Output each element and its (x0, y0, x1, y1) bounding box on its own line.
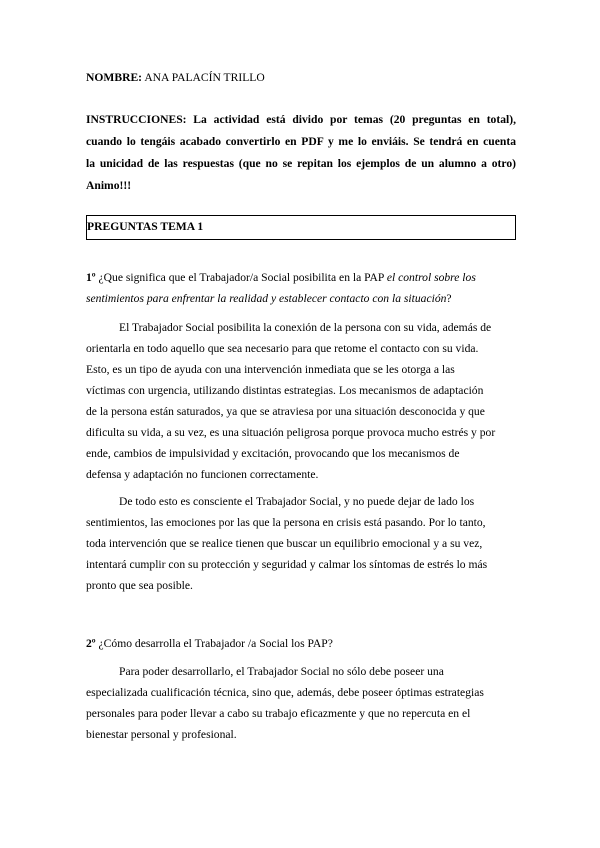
name-label: NOMBRE: (86, 71, 143, 84)
paragraph-line: Para poder desarrollarlo, el Trabajador Social no sólo debe poseer una (119, 665, 444, 678)
paragraph-line: defensa y adaptación no funcionen correctamente. (86, 468, 319, 481)
question-1-line-2 (86, 292, 452, 306)
paragraph-line: intentará cumplir con su protección y seguridad y calmar los síntomas de estrés lo más (86, 558, 488, 571)
paragraph-line: de la persona están saturados, ya que se atraviesa por una situación desconocida y que (86, 405, 485, 418)
instructions-line: cuando lo tengáis acabado convertirlo en PDF y me lo enviáis. Se tendrá en cuenta (86, 135, 516, 148)
question-2-text: ¿Cómo desarrolla el Trabajador /a Social los PAP? (98, 637, 333, 650)
question-2-number: 2º (86, 637, 96, 650)
question-1-italic-cont: sentimientos para enfrentar la realidad y establecer contacto con la situación (86, 292, 447, 305)
question-1-text: ¿Que significa que el Trabajador/a Social posibilita en la PAP (98, 271, 384, 284)
instructions-line: Animo!!! (86, 179, 132, 192)
question-1-line-1 (86, 271, 476, 285)
paragraph-line: De todo esto es consciente el Trabajador Social, y no puede dejar de lado los (119, 495, 475, 508)
paragraph-line: orientarla en todo aquello que sea necesario para que retome el contacto con su vida. (86, 342, 479, 355)
name-line (86, 71, 265, 85)
section-title: PREGUNTAS TEMA 1 (87, 220, 204, 233)
instructions-line: la unicidad de las respuestas (que no se repitan los ejemplos de un alumno a otro) (86, 157, 516, 170)
question-2-line (86, 637, 333, 651)
paragraph-line: ende, cambios de impulsividad y excitación, provocando que los mecanismos de (86, 447, 460, 460)
paragraph-line: bienestar personal y profesional. (86, 728, 237, 741)
question-1-number: 1º (86, 271, 96, 284)
paragraph-line: toda intervención que se realice tienen que buscar un equilibrio emocional y a su vez, (86, 537, 483, 550)
paragraph-line: Esto, es un tipo de ayuda con una intervención inmediata que se les otorga a las (86, 363, 455, 376)
paragraph-line: El Trabajador Social posibilita la conexión de la persona con su vida, además de (119, 321, 492, 334)
section-title-box (86, 215, 516, 240)
paragraph-line: víctimas con urgencia, utilizando distintas estrategias. Los mecanismos de adaptación (86, 384, 484, 397)
instructions-line: INSTRUCCIONES: La actividad está divido por temas (20 preguntas en total), (86, 113, 516, 126)
question-1-italic: el control sobre los (386, 271, 476, 284)
paragraph-line: sentimientos, las emociones por las que la persona en crisis está pasando. Por lo tanto, (86, 516, 486, 529)
paragraph-line: pronto que sea posible. (86, 579, 193, 592)
name-value: ANA PALACÍN TRILLO (144, 71, 265, 84)
paragraph-line: dificulta su vida, a su vez, es una situación peligrosa porque provoca mucho estrés y por (86, 426, 496, 439)
paragraph-line: personales para poder llevar a cabo su trabajo eficazmente y que no repercuta en el (86, 707, 471, 720)
paragraph-line: especializada cualificación técnica, sino que, además, debe poseer óptimas estrategias (86, 686, 484, 699)
question-1-end: ? (446, 292, 452, 305)
